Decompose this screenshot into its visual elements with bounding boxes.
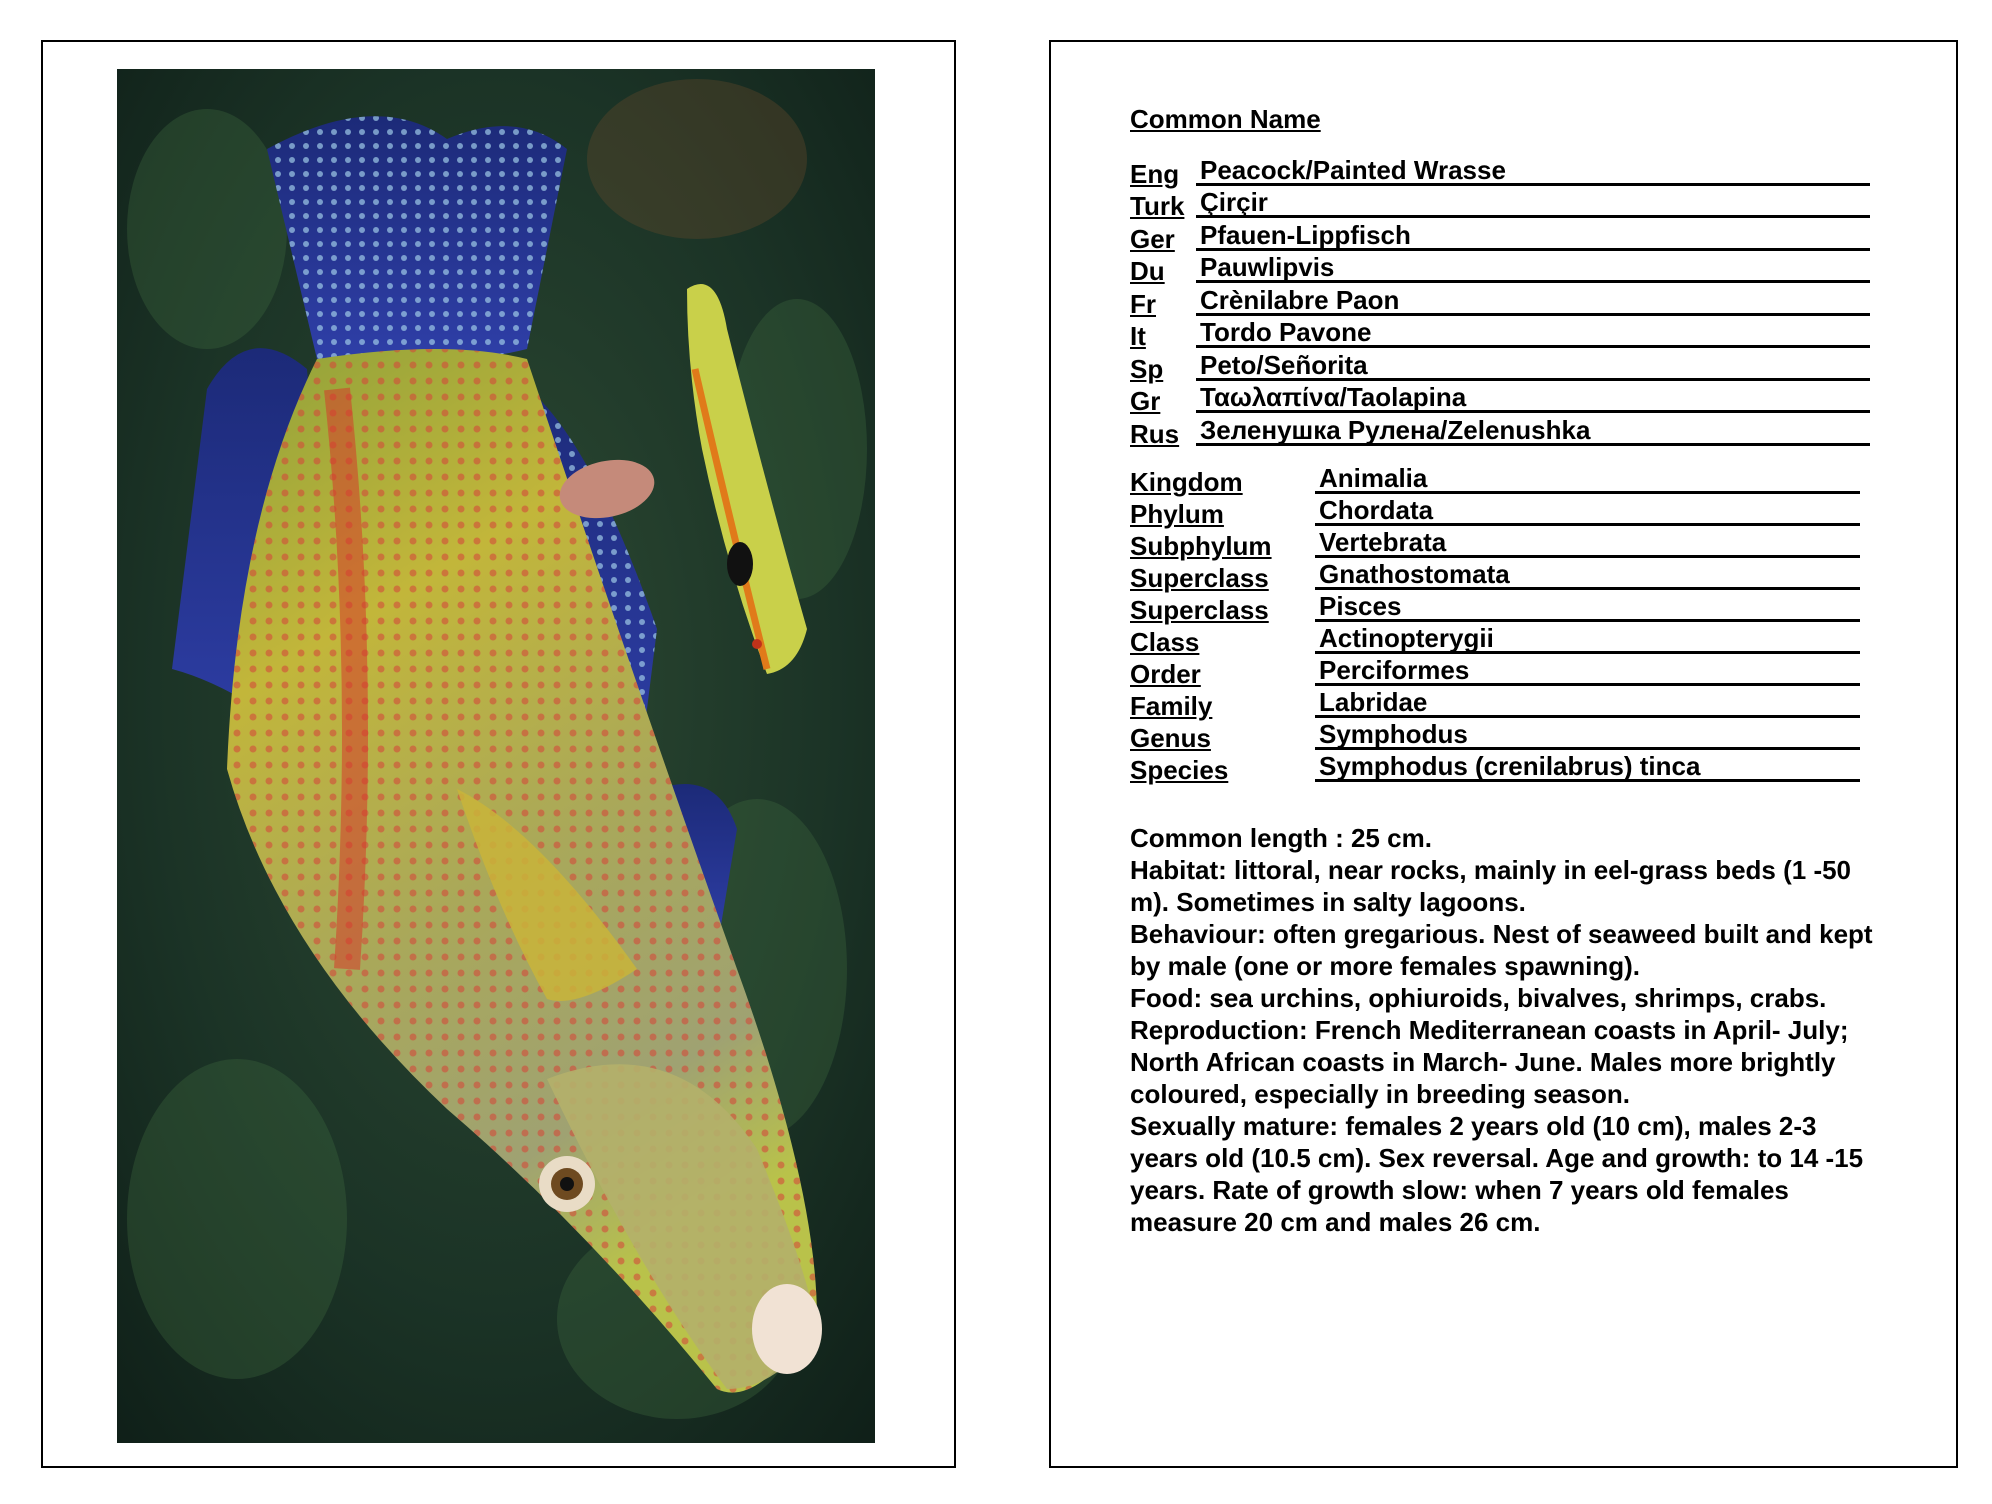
common-name-value: Çirçir: [1196, 189, 1870, 218]
taxonomy-row: [1130, 720, 1860, 752]
taxonomy-row: [1130, 528, 1860, 560]
language-code: Gr: [1130, 386, 1161, 416]
name-row: [1130, 220, 1870, 253]
common-name-value: Tordo Pavone: [1196, 319, 1870, 348]
language-code: Ger: [1130, 223, 1175, 254]
info-card-panel: [1049, 40, 1958, 1468]
taxonomy-rank: Superclass: [1130, 594, 1269, 625]
name-row: [1130, 383, 1870, 416]
behaviour-text: Behaviour: often gregarious. Nest of seaweed built and kept by male (one or more females spawning).: [1130, 918, 1873, 981]
common-name-value: Pfauen-Lippfisch: [1196, 222, 1870, 251]
name-row: [1130, 285, 1870, 318]
common-name-value: Pauwlipvis: [1196, 254, 1870, 283]
taxonomy-row: [1130, 592, 1860, 624]
taxonomy-value: Vertebrata: [1315, 529, 1860, 558]
taxonomy-rank: Subphylum: [1130, 530, 1272, 561]
name-row: [1130, 188, 1870, 221]
habitat-text: Habitat: littoral, near rocks, mainly in eel-grass beds (1 -50 m). Sometimes in salty lagoons.: [1130, 854, 1852, 917]
common-name-heading: Common Name: [1130, 104, 1321, 134]
taxonomy-value: Chordata: [1315, 497, 1860, 526]
taxonomy-value: Pisces: [1315, 593, 1860, 622]
reproduction-text: Reproduction: French Mediterranean coasts in April- July; North African coasts in March- June. Males more brightly coloured, especially in breeding season.: [1130, 1014, 1849, 1109]
taxonomy-rank: Phylum: [1130, 498, 1224, 529]
taxonomy-value: Animalia: [1315, 465, 1860, 494]
taxonomy-value: Symphodus: [1315, 721, 1860, 750]
common-names-list: [1130, 155, 1870, 448]
language-code: Fr: [1130, 288, 1156, 319]
taxonomy-row: [1130, 752, 1860, 784]
taxonomy-value: Perciformes: [1315, 657, 1860, 686]
taxonomy-row: [1130, 560, 1860, 592]
common-length-text: Common length : 25 cm.: [1130, 822, 1432, 853]
taxonomy-value: Labridae: [1315, 689, 1860, 718]
name-row: [1130, 350, 1870, 383]
language-code: Du: [1130, 256, 1165, 286]
taxonomy-row: [1130, 688, 1860, 720]
taxonomy-row: [1130, 496, 1860, 528]
language-code: Rus: [1130, 418, 1180, 449]
language-code: It: [1130, 321, 1146, 351]
taxonomy-rank: Superclass: [1130, 562, 1269, 593]
info-card: [1130, 104, 1890, 1238]
taxonomy-rank: Family: [1130, 690, 1213, 721]
food-text: Food: sea urchins, ophiuroids, bivalves, shrimps, crabs.: [1130, 982, 1827, 1013]
taxonomy-row: [1130, 624, 1860, 656]
maturity-text: Sexually mature: females 2 years old (10 cm), males 2-3 years old (10.5 cm). Sex reversal. Age and growth: to 14 -15 years. Rate of growth slow: when 7 years old females measure 20 cm and males 26 cm.: [1130, 1110, 1864, 1237]
common-name-value: Crènilabre Paon: [1196, 287, 1870, 316]
name-row: [1130, 318, 1870, 351]
photo-panel: [41, 40, 956, 1468]
name-row: [1130, 155, 1870, 188]
taxonomy-value: Gnathostomata: [1315, 561, 1860, 590]
taxonomy-list: [1130, 464, 1860, 784]
language-code: Sp: [1130, 353, 1164, 384]
taxonomy-row: [1130, 464, 1860, 496]
taxonomy-rank: Order: [1130, 658, 1201, 689]
name-row: [1130, 253, 1870, 286]
taxonomy-value: Actinopterygii: [1315, 625, 1860, 654]
taxonomy-rank: Genus: [1130, 722, 1211, 753]
language-code: Turk: [1130, 191, 1185, 221]
common-name-value: Peacock/Painted Wrasse: [1196, 157, 1870, 186]
name-row: [1130, 415, 1870, 448]
wrasse-illustration: [117, 69, 875, 1443]
taxonomy-row: [1130, 656, 1860, 688]
common-name-value: Peto/Señorita: [1196, 352, 1870, 381]
common-name-value: Ταωλαπίνα/Taolapina: [1196, 384, 1870, 413]
taxonomy-value: Symphodus (crenilabrus) tinca: [1315, 753, 1860, 782]
fish-photo: [117, 69, 875, 1443]
taxonomy-rank: Species: [1130, 754, 1229, 785]
species-description: [1130, 822, 1890, 1238]
taxonomy-rank: Class: [1130, 626, 1200, 657]
language-code: Eng: [1130, 158, 1180, 189]
common-name-value: Зеленушка Рулена/Zelenushka: [1196, 417, 1870, 446]
taxonomy-rank: Kingdom: [1130, 466, 1243, 497]
